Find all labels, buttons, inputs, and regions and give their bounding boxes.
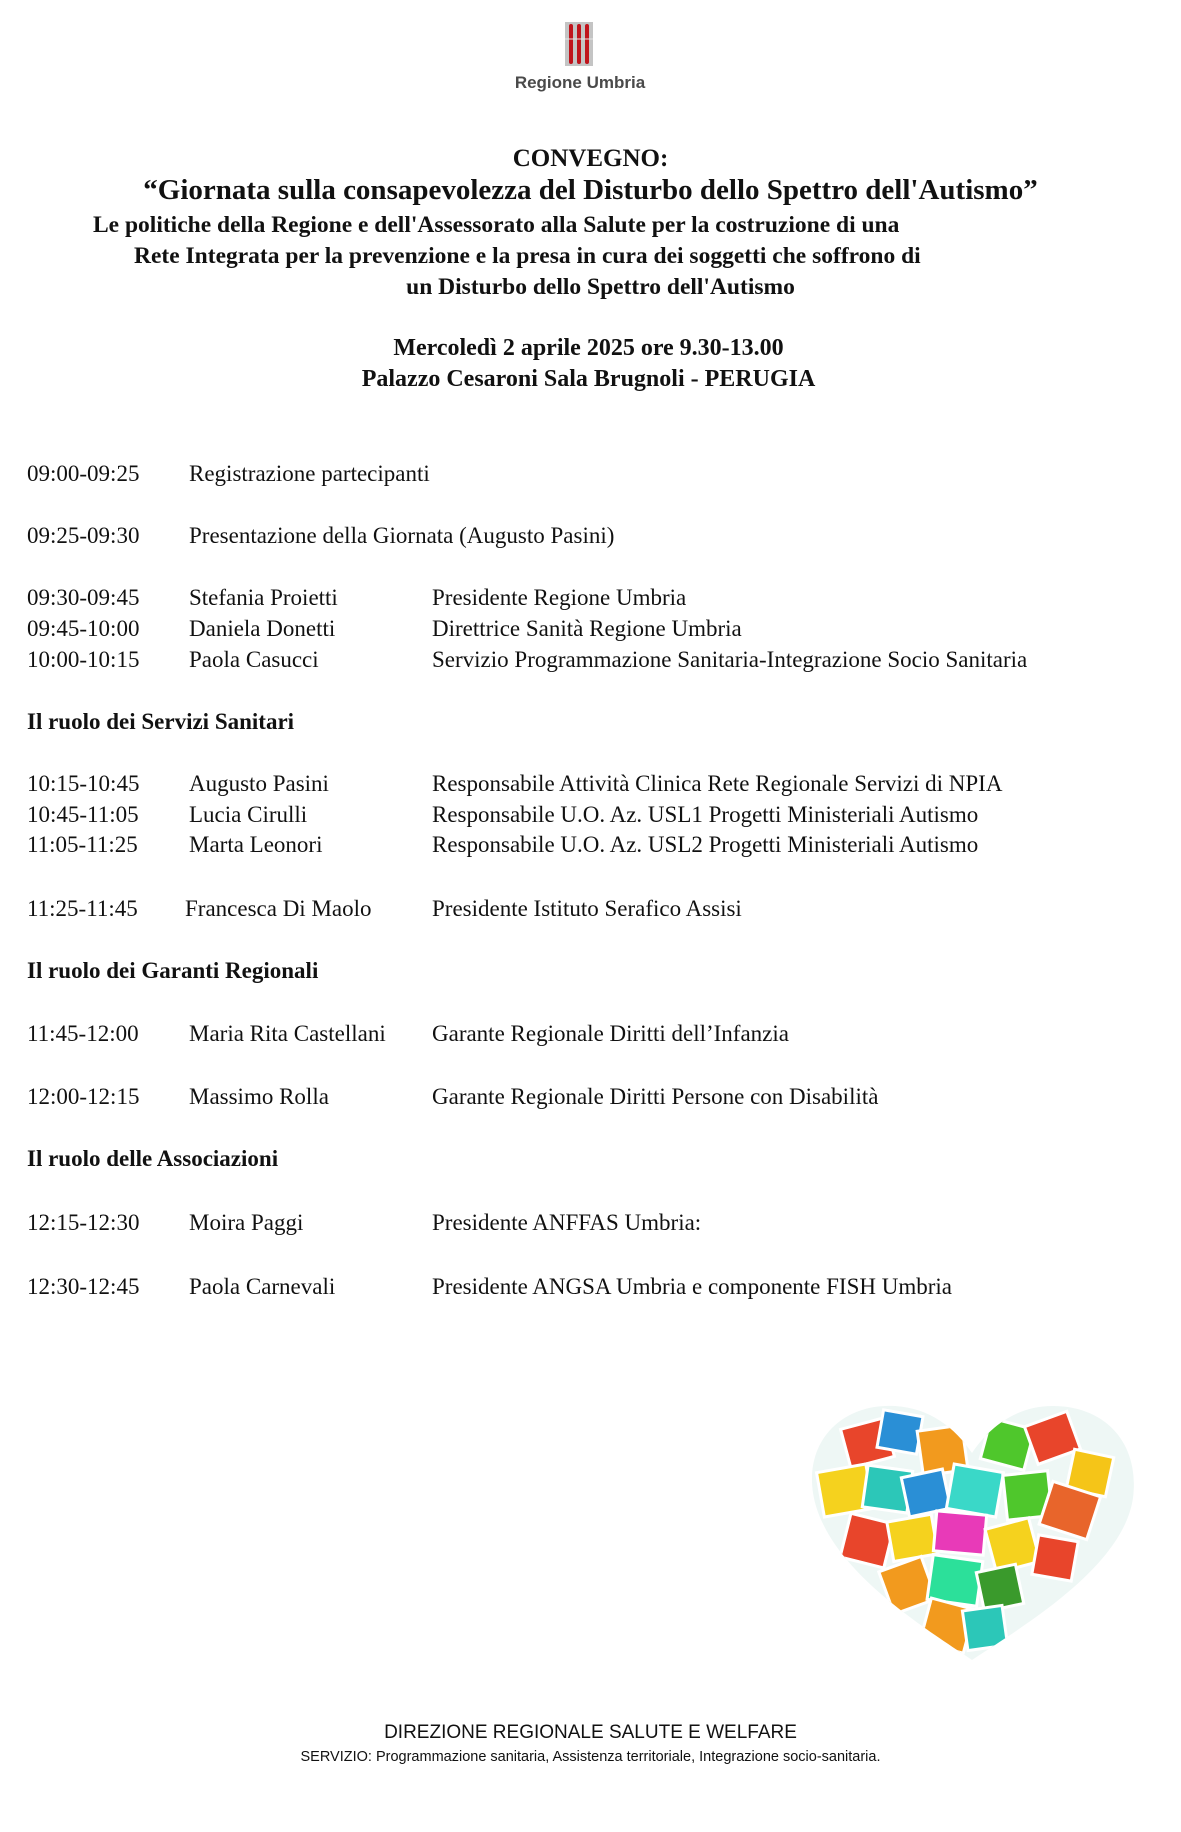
speaker-name: Augusto Pasini [189, 771, 329, 796]
section-heading: Il ruolo dei Servizi Sanitari [27, 709, 295, 734]
agenda-time: 11:05-11:25 [27, 832, 138, 857]
ceri-emblem-icon [565, 22, 593, 66]
event-venue: Palazzo Cesaroni Sala Brugnoli - PERUGIA [361, 366, 816, 392]
agenda-time: 11:25-11:45 [27, 896, 138, 921]
subtitle-line-3: un Disturbo dello Spettro dell'Autismo [406, 274, 795, 300]
speaker-name: Lucia Cirulli [189, 802, 308, 827]
section-heading: Il ruolo dei Garanti Regionali [27, 958, 319, 983]
agenda-item: Registrazione partecipanti [189, 461, 430, 486]
speaker-name: Daniela Donetti [189, 616, 336, 641]
agenda-time: 10:15-10:45 [27, 771, 140, 796]
logo-text: Regione Umbria [514, 73, 646, 92]
speaker-role: Direttrice Sanità Regione Umbria [432, 616, 742, 641]
speaker-role: Garante Regionale Diritti Persone con Disabilità [432, 1084, 879, 1109]
speaker-name: Marta Leonori [189, 832, 323, 857]
subtitle-line-1: Le politiche della Regione e dell'Assessorato alla Salute per la costruzione di una [93, 212, 900, 238]
agenda-time: 12:30-12:45 [27, 1274, 140, 1299]
speaker-name: Paola Carnevali [189, 1274, 336, 1299]
section-heading: Il ruolo delle Associazioni [27, 1146, 279, 1171]
regione-umbria-logo [565, 22, 593, 71]
speaker-role: Presidente ANFFAS Umbria: [432, 1210, 702, 1235]
speaker-role: Garante Regionale Diritti dell’Infanzia [432, 1021, 789, 1046]
agenda-time: 10:00-10:15 [27, 647, 140, 672]
puzzle-heart-illustration [805, 1398, 1140, 1668]
speaker-role: Servizio Programmazione Sanitaria-Integrazione Socio Sanitaria [432, 647, 1028, 672]
footer-service: SERVIZIO: Programmazione sanitaria, Assistenza territoriale, Integrazione socio-sanitaria. [300, 1749, 881, 1765]
event-title: “Giornata sulla consapevolezza del Disturbo dello Spettro dell'Autismo” [143, 174, 1038, 206]
speaker-role: Presidente Regione Umbria [432, 585, 687, 610]
agenda-time: 12:00-12:15 [27, 1084, 140, 1109]
subtitle-line-2: Rete Integrata per la prevenzione e la presa in cura dei soggetti che soffrono di [134, 243, 921, 269]
puzzle-heart-icon [805, 1398, 1140, 1663]
agenda-time: 10:45-11:05 [27, 802, 139, 827]
speaker-role: Responsabile Attività Clinica Rete Regionale Servizi di NPIA [432, 771, 1003, 796]
speaker-name: Paola Casucci [189, 647, 319, 672]
speaker-role: Presidente ANGSA Umbria e componente FISH Umbria [432, 1274, 952, 1299]
agenda-time: 12:15-12:30 [27, 1210, 140, 1235]
speaker-role: Presidente Istituto Serafico Assisi [432, 896, 742, 921]
event-date: Mercoledì 2 aprile 2025 ore 9.30-13.00 [393, 335, 784, 361]
speaker-name: Stefania Proietti [189, 585, 338, 610]
speaker-name: Maria Rita Castellani [189, 1021, 386, 1046]
agenda-time: 09:45-10:00 [27, 616, 140, 641]
speaker-role: Responsabile U.O. Az. USL2 Progetti Ministeriali Autismo [432, 832, 979, 857]
speaker-name: Moira Paggi [189, 1210, 304, 1235]
agenda-item: Presentazione della Giornata (Augusto Pasini) [189, 523, 615, 548]
agenda-time: 09:25-09:30 [27, 523, 140, 548]
footer-direction: DIREZIONE REGIONALE SALUTE E WELFARE [384, 1722, 797, 1743]
speaker-name: Massimo Rolla [189, 1084, 329, 1109]
agenda-time: 11:45-12:00 [27, 1021, 139, 1046]
agenda-time: 09:00-09:25 [27, 461, 140, 486]
event-label: CONVEGNO: [512, 145, 669, 172]
speaker-role: Responsabile U.O. Az. USL1 Progetti Ministeriali Autismo [432, 802, 979, 827]
speaker-name: Francesca Di Maolo [185, 896, 372, 921]
agenda-time: 09:30-09:45 [27, 585, 140, 610]
